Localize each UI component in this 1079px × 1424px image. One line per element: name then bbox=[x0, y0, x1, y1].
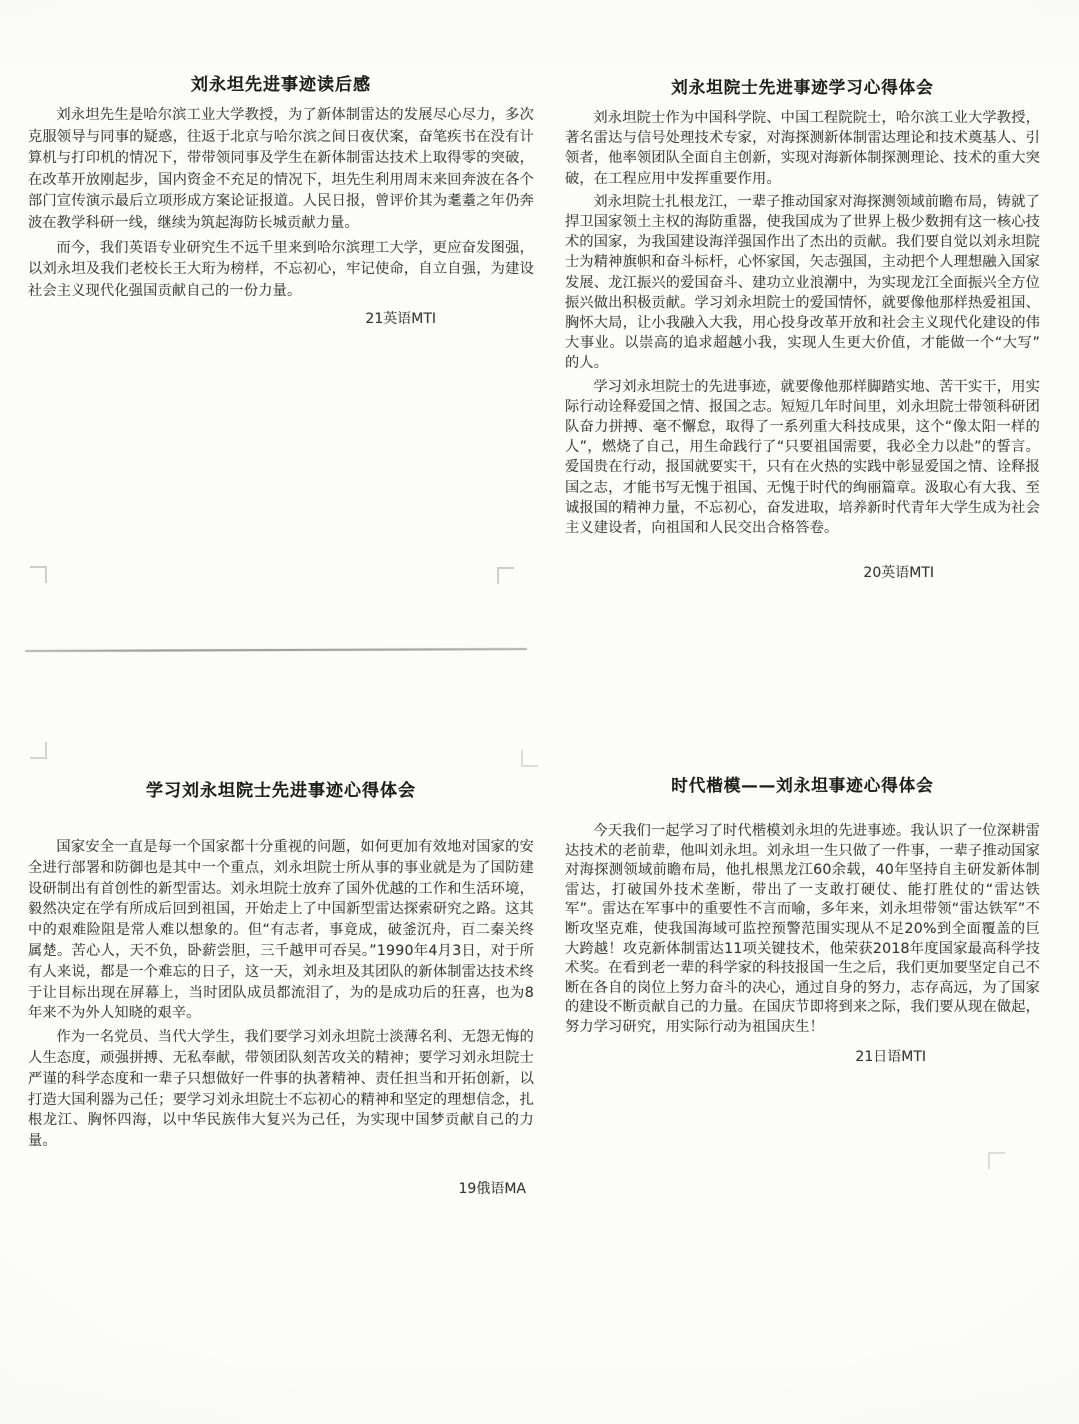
document-title: 学习刘永坦院士先进事迹心得体会 bbox=[146, 781, 416, 801]
document-title: 刘永坦先进事迹读后感 bbox=[191, 75, 371, 95]
paragraph: 学习刘永坦院士的先进事迹，就要像他那样脚踏实地、苦干实干，用实际行动诠释爱国之情、报国之志。短短几年时间里，刘永坦院士带领科研团队奋力拼搏、毫不懈怠，取得了一系列重大科技成果，这个“像太阳一样的人”，燃烧了自己，用生命践行了“只要祖国需要，我必全力以赴”的誓言。爱国贵在行动，报国就要实干，只有在火热的实践中彰显爱国之情、诠释报国之志，才能书写无愧于祖国、无愧于时代的绚丽篇章。汲取心有大我、至诚报国的精神力量，不忘初心，奋发进取，培养新时代青年大学生成为社会主义建设者，向祖国和人民交出合格答卷。 bbox=[565, 378, 1040, 537]
scan-corner-mark bbox=[30, 566, 47, 583]
signature: 21英语MTI bbox=[365, 311, 436, 328]
document-title: 时代楷模——刘永坦事迹心得体会 bbox=[671, 776, 934, 795]
scan-divider-line-artifact bbox=[25, 648, 527, 652]
paragraph: 而今，我们英语专业研究生不远千里来到哈尔滨理工大学，更应奋发图强，以刘永坦及我们老校长王大珩为榜样，不忘初心，牢记使命，自立自强，为建设社会主义现代化强国贡献自己的一份力量。 bbox=[28, 239, 534, 299]
paragraph: 作为一名党员、当代大学生，我们要学习刘永坦院士淡薄名利、无怨无悔的人生态度，顽强拼搏、无私奉献，带领团队刻苦攻关的精神；要学习刘永坦院士严谨的科学态度和一辈子只想做好一件事的执著精神、责任担当和开拓创新，以打造大国利器为己任；要学习刘永坦院士不忘初心的精神和坚定的理想信念，扎根龙江、胸怀四海，以中华民族伟大复兴为己任，为实现中国梦贡献自己的力量。 bbox=[28, 1029, 534, 1150]
document-body bbox=[28, 837, 534, 1152]
scan-corner-mark bbox=[988, 1152, 1005, 1169]
paragraph: 今天我们一起学习了时代楷模刘永坦的先进事迹。我认识了一位深耕雷达技术的老前辈，他叫刘永坦。刘永坦一生只做了一件事，一辈子推动国家对海探测领域前瞻布局，他扎根黑龙江60余载，40年坚持自主研发新体制雷达，打破国外技术垄断，带出了一支敢打硬仗、能打胜仗的“雷达铁军”。雷达在军事中的重要性不言而喻，多年来，刘永坦带领“雷达铁军”不断攻坚克难，使我国海域可监控预警范围实现从不足20%到全面覆盖的巨大跨越！攻克新体制雷达11项关键技术，他荣获2018年度国家最高科学技术奖。在看到老一辈的科学家的科技报国一生之后，我们更加要坚定自己不断在各自的岗位上努力奋斗的决心，通过自身的努力，志存高远，为了国家的建设不断贡献自己的力量。在国庆节即将到来之际，我们要从现在做起，努力学习研究，用实际行动为祖国庆生！ bbox=[565, 823, 1040, 1035]
paragraph: 刘永坦先生是哈尔滨工业大学教授，为了新体制雷达的发展尽心尽力，多次克服领导与同事的疑惑，往返于北京与哈尔滨之间日夜伏案，奋笔疾书在没有计算机与打印机的情况下，带带领同事及学生在新体制雷达技术上取得零的突破，在改革开放刚起步，国内资金不充足的情况下，坦先生利用周末来回奔波在各个部门宣传演示最后立项形成方案论证报道。人民日报，曾评价其为耄耋之年仍奔波在教学科研一线，继续为筑起海防长城贡献力量。 bbox=[28, 107, 534, 231]
signature: 21日语MTI bbox=[855, 1048, 926, 1065]
document-body bbox=[28, 105, 534, 302]
document-page-bottom-right bbox=[565, 772, 1040, 1066]
signature: 19俄语MA bbox=[458, 1180, 526, 1197]
paragraph: 刘永坦院士作为中国科学院、中国工程院院士，哈尔滨工业大学教授，著名雷达与信号处理技术专家，对海探测新体制雷达理论和技术奠基人、引领者，他率领团队全面自主创新，实现对海新体制探测理论、技术的重大突破，在工程应用中发挥重要作用。 bbox=[565, 110, 1040, 187]
document-body bbox=[565, 822, 1040, 1038]
document-page-top-left bbox=[28, 70, 534, 328]
document-body bbox=[565, 108, 1040, 538]
document-page-bottom-left bbox=[28, 776, 534, 1198]
paragraph: 国家安全一直是每一个国家都十分重视的问题，如何更加有效地对国家的安全进行部署和防御也是其中一个重点，刘永坦院士所从事的事业就是为了国防建设研制出有首创性的新型雷达。刘永坦院士放弃了国外优越的工作和生活环境，毅然决定在学有所成后回到祖国，开始走上了中国新型雷达探索研究之路。这其中的艰难险阻是常人难以想象的。但“有志者，事竟成，破釜沉舟，百二秦关终属楚。苦心人，天不负，卧薪尝胆，三千越甲可吞吴。”1990年4月3日，对于所有人来说，都是一个难忘的日子，这一天，刘永坦及其团队的新体制雷达技术终于让目标出现在屏幕上，当时团队成员都流泪了，为的是成功后的狂喜，也为8年来不为外人知晓的艰辛。 bbox=[28, 839, 534, 1022]
document-page-top-right bbox=[565, 74, 1040, 582]
paragraph: 刘永坦院士扎根龙江，一辈子推动国家对海探测领域前瞻布局，铸就了捍卫国家领土主权的海防重器，使我国成为了世界上极少数拥有这一核心技术的国家，为我国建设海洋强国作出了杰出的贡献。我们要自觉以刘永坦院士为精神旗帜和奋斗标杆，心怀家国，矢志强国，主动把个人理想融入国家发展、龙江振兴的爱国奋斗、建功立业浪潮中，为实现龙江全面振兴全方位振兴做出积极贡献。学习刘永坦院士的爱国情怀，就要像他那样热爱祖国、胸怀大局，让小我融入大我，用心投身改革开放和社会主义现代化建设的伟大事业。以崇高的追求超越小我，实现人生更大价值，才能做一个“大写”的人。 bbox=[565, 193, 1040, 372]
document-title: 刘永坦院士先进事迹学习心得体会 bbox=[671, 78, 934, 97]
scan-corner-mark bbox=[521, 750, 538, 767]
scan-corner-mark bbox=[497, 567, 514, 584]
signature: 20英语MTI bbox=[863, 565, 934, 582]
scan-corner-mark bbox=[30, 742, 47, 759]
